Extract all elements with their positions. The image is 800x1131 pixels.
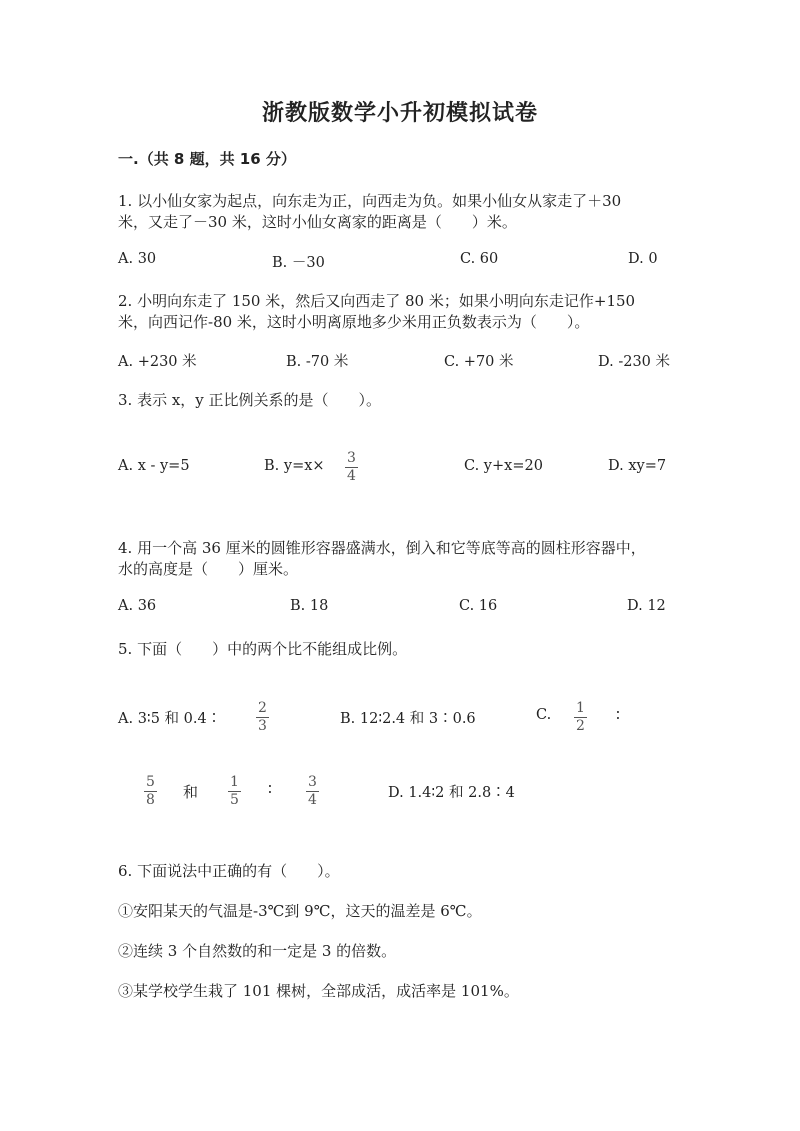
q4-text-line1: 4. 用一个高 36 厘米的圆锥形容器盛满水，倒入和它等底等高的圆柱形容器中， [118, 539, 646, 557]
q6-statement-2: ②连续 3 个自然数的和一定是 3 的倍数。 [118, 942, 397, 960]
fraction-numerator: 2 [258, 700, 267, 716]
q1-option-a: A. 30 [118, 251, 157, 267]
q1-option-c: C. 60 [460, 251, 499, 267]
section-heading: 一.（共 8 题，共 16 分） [118, 150, 296, 168]
q4-option-a: A. 36 [118, 598, 157, 614]
q4-option-c: C. 16 [459, 598, 498, 614]
q5-option-c-fraction-2 [144, 774, 157, 809]
fraction-denominator: 4 [308, 792, 317, 808]
q2-text-line1: 2. 小明向东走了 150 米，然后又向西走了 80 米；如果小明向东走记作+150 [118, 292, 636, 310]
q5-option-c: C. [536, 707, 552, 723]
q6-statement-3: ③某学校学生栽了 101 棵树，全部成活，成活率是 101%。 [118, 982, 519, 1000]
q3-option-b: B. y=x× [264, 458, 325, 474]
q2-text-line2: 米，向西记作-80 米，这时小明离原地多少米用正负数表示为（ ）。 [118, 313, 590, 331]
q1-option-b: B. －30 [272, 255, 325, 271]
q3-option-c: C. y+x=20 [464, 458, 543, 474]
q5-option-d: D. 1.4∶2 和 2.8∶4 [388, 785, 515, 801]
fraction-denominator: 3 [258, 718, 267, 734]
q6-text: 6. 下面说法中正确的有（ ）。 [118, 862, 340, 880]
fraction-numerator: 1 [230, 774, 239, 790]
fraction-numerator: 3 [308, 774, 317, 790]
fraction-denominator: 5 [230, 792, 239, 808]
fraction-denominator: 4 [347, 468, 356, 484]
q2-option-b: B. -70 米 [286, 354, 349, 370]
q5-text: 5. 下面（ ）中的两个比不能组成比例。 [118, 640, 408, 658]
q1-text-line1: 1. 以小仙女家为起点，向东走为正，向西走为负。如果小仙女从家走了＋30 [118, 192, 622, 210]
q3-option-b-fraction [345, 450, 358, 485]
fraction-numerator: 5 [146, 774, 155, 790]
q4-option-b: B. 18 [290, 598, 329, 614]
q5-option-c-colon-1: ∶ [616, 706, 620, 724]
q5-option-c-fraction-1 [574, 700, 587, 735]
q4-option-d: D. 12 [627, 598, 666, 614]
q1-text-line2: 米，又走了－30 米，这时小仙女离家的距离是（ ）米。 [118, 213, 517, 231]
q5-option-c-and: 和 [183, 783, 199, 801]
q5-option-c-colon-2: ∶ [268, 780, 272, 798]
q2-option-a: A. +230 米 [118, 354, 197, 370]
q2-option-d: D. -230 米 [598, 354, 671, 370]
q4-text-line2: 水的高度是（ ）厘米。 [118, 560, 299, 578]
q3-text: 3. 表示 x，y 正比例关系的是（ ）。 [118, 391, 382, 409]
fraction-denominator: 8 [146, 792, 155, 808]
q1-option-d: D. 0 [628, 251, 658, 267]
fraction-numerator: 3 [347, 450, 356, 466]
q6-statement-1: ①安阳某天的气温是-3℃到 9℃，这天的温差是 6℃。 [118, 902, 482, 920]
q5-option-a-fraction [256, 700, 269, 735]
q3-option-a: A. x - y=5 [118, 458, 190, 474]
fraction-denominator: 2 [576, 718, 585, 734]
q5-option-a: A. 3∶5 和 0.4∶ [118, 711, 222, 727]
q5-option-c-fraction-3 [228, 774, 241, 809]
page-title: 浙教版数学小升初模拟试卷 [261, 101, 538, 126]
q3-option-d: D. xy=7 [608, 458, 667, 474]
q5-option-b: B. 12∶2.4 和 3∶0.6 [340, 711, 476, 727]
q2-option-c: C. +70 米 [444, 354, 514, 370]
fraction-numerator: 1 [576, 700, 585, 716]
q5-option-c-fraction-4 [306, 774, 319, 809]
